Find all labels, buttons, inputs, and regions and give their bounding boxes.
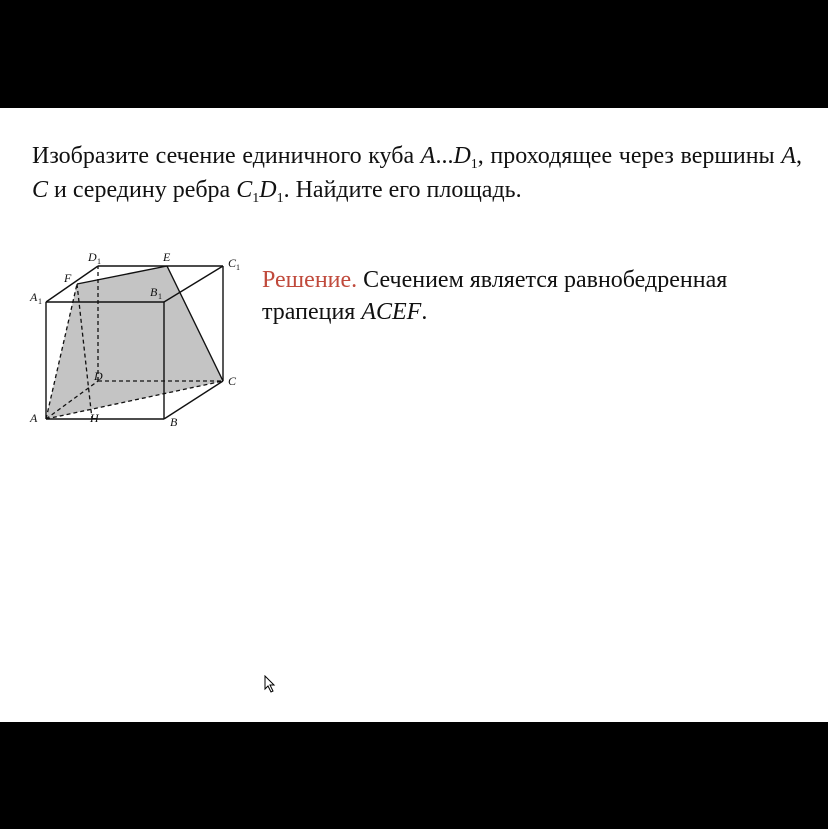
label-h: H [90,411,99,425]
section-acef [46,266,223,419]
solution: Решение. Сечением является равнобедренная трапеция ACEF. [262,267,728,325]
label-a: A [30,411,38,425]
label-d: D [94,369,103,383]
label-d1: D [88,250,97,264]
label-c1-sub: 1 [236,263,240,272]
mouse-cursor-icon [264,675,276,693]
label-e: E [163,250,171,264]
problem-statement: Изобразите сечение единичного куба $A...D_1$, проходящее через вершины A, C и середину ребра $C_1D_1$. Найдите его площадь. [32,143,802,206]
solution-label: Решение. [262,267,358,293]
cube-figure [24,246,256,436]
shape-name: ACEF [361,299,422,325]
label-c1: C [228,256,237,270]
label-d1-sub: 1 [97,257,101,266]
label-a1-sub: 1 [38,297,42,306]
label-f: F [64,271,72,285]
label-a1: A [30,290,38,304]
label-b1-sub: 1 [158,292,162,301]
label-b: B [170,415,178,429]
label-b1: B [150,285,158,299]
label-c: C [228,374,237,388]
